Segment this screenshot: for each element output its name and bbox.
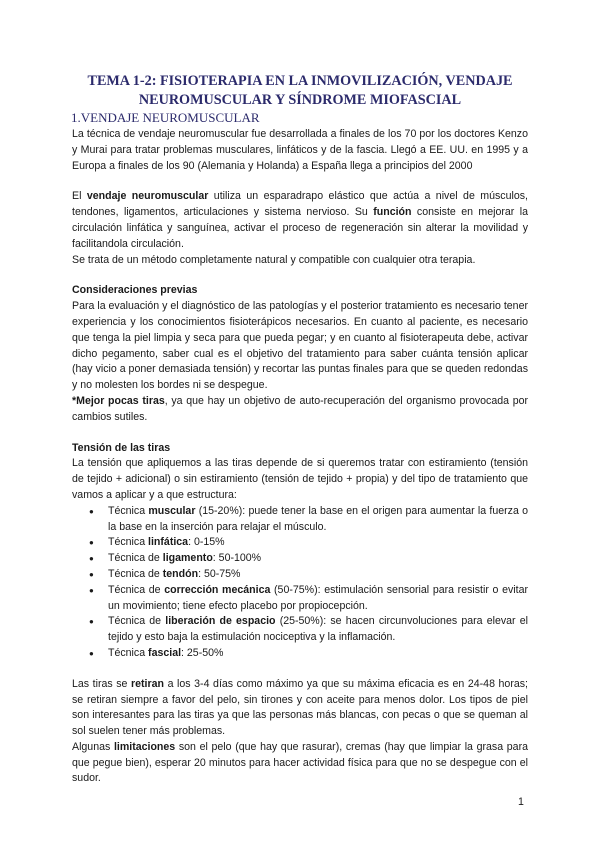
tiras-note: *Mejor pocas tiras, ya que hay un objetivo de auto-recuperación del organismo provocada por cambios sutiles. [72, 394, 528, 423]
limitations-paragraph: Algunas limitaciones son el pelo (que hay que rasurar), cremas (hay que limpiar la grasa para que pegue bien), esperar 20 minutos para hacer actividad física para que no se despegue con el sudor. [72, 740, 528, 785]
title-line-1: TEMA 1-2: FISIOTERAPIA EN LA INMOVILIZACIÓN, VENDAJE [87, 73, 513, 89]
definition-paragraph: El vendaje neuromuscular utiliza un esparadrapo elástico que actúa a nivel de músculos, tendones, ligamentos, articulaciones y sistema nervioso. Su función consiste en mejorar la circulación linfática y sanguínea, activar el proceso de regeneración sin alterar la movilidad y facilitandola circulación. [72, 190, 529, 250]
list-item: ● Técnica linfática: 0-15% [72, 535, 528, 551]
techniques-list [72, 504, 528, 662]
natural-paragraph: Se trata de un método completamente natural y compatible con cualquier otra terapia. [72, 253, 476, 266]
intro-paragraph: La técnica de vendaje neuromuscular fue desarrollada a finales de los 70 por los doctores Kenzo y Murai para tratar problemas musculares, linfáticos y de la fascia. Llegó a EE. UU. en 1995 y a Europa a finales de los 90 (Alemania y Holanda) a España llega a principios del 2000 [72, 128, 528, 172]
document-page [72, 72, 528, 787]
list-item: ● Técnica de corrección mecánica (50-75%): estimulación sensorial para resistir o evitar un movimiento; tiene efecto placebo por propiocepción. [72, 583, 528, 615]
title-line-2: NEUROMUSCULAR Y SÍNDROME MIOFASCIAL [138, 92, 462, 108]
list-item: ● Técnica fascial: 25-50% [72, 646, 528, 662]
tension-heading: Tensión de las tiras [72, 441, 171, 454]
considerations-heading: Consideraciones previas [72, 284, 198, 297]
considerations-paragraph: Para la evaluación y el diagnóstico de las patologías y el posterior tratamiento es necesario tener experiencia y los conocimientos fisioterápicos necesarios. En cuanto al paciente, es necesario que tenga la piel limpia y seca para que pueda pegar; y en cuanto al fisioterapeuta debe, activar dicho pegamento, saber cual es el objetivo del tratamiento para saber cuánta tensión aplicar (hay vicio a poner demasiada tensión) y recortar las puntas finales para que se queden redondas y no molesten los bordes ni se despegue. [72, 300, 528, 392]
removal-paragraph: Las tiras se retiran a los 3-4 días como máximo ya que su máxima eficacia es en 24-48 horas; se retiran siempre a favor del pelo, sin tirones y con aceite para menos dolor. Los tipos de piel son interesantes para las tiras ya que las personas más blancas, con pecas o que se queman al sol suelen tener más problemas. [72, 677, 528, 738]
document-title [72, 72, 528, 110]
list-item: ● Técnica de liberación de espacio (25-50%): se hacen circunvoluciones para elevar el tejido y esto baja la estimulación nociceptiva y la inflamación. [72, 614, 528, 646]
list-item: ● Técnica de ligamento: 50-100% [72, 551, 528, 567]
tension-paragraph: La tensión que apliquemos a las tiras depende de si queremos tratar con estiramiento (tensión de tejido + adicional) o sin estiramiento (tensión de tejido + propia) y del tipo de tratamiento que vamos a aplicar y a que estructura: [72, 457, 528, 501]
section-heading: 1.VENDAJE NEUROMUSCULAR [71, 110, 260, 125]
page-number: 1 [518, 796, 524, 808]
list-item: ● Técnica de tendón: 50-75% [72, 567, 528, 583]
list-item: ● Técnica muscular (15-20%): puede tener la base en el origen para aumentar la fuerza o la base en la inserción para relajar el músculo. [72, 504, 528, 536]
